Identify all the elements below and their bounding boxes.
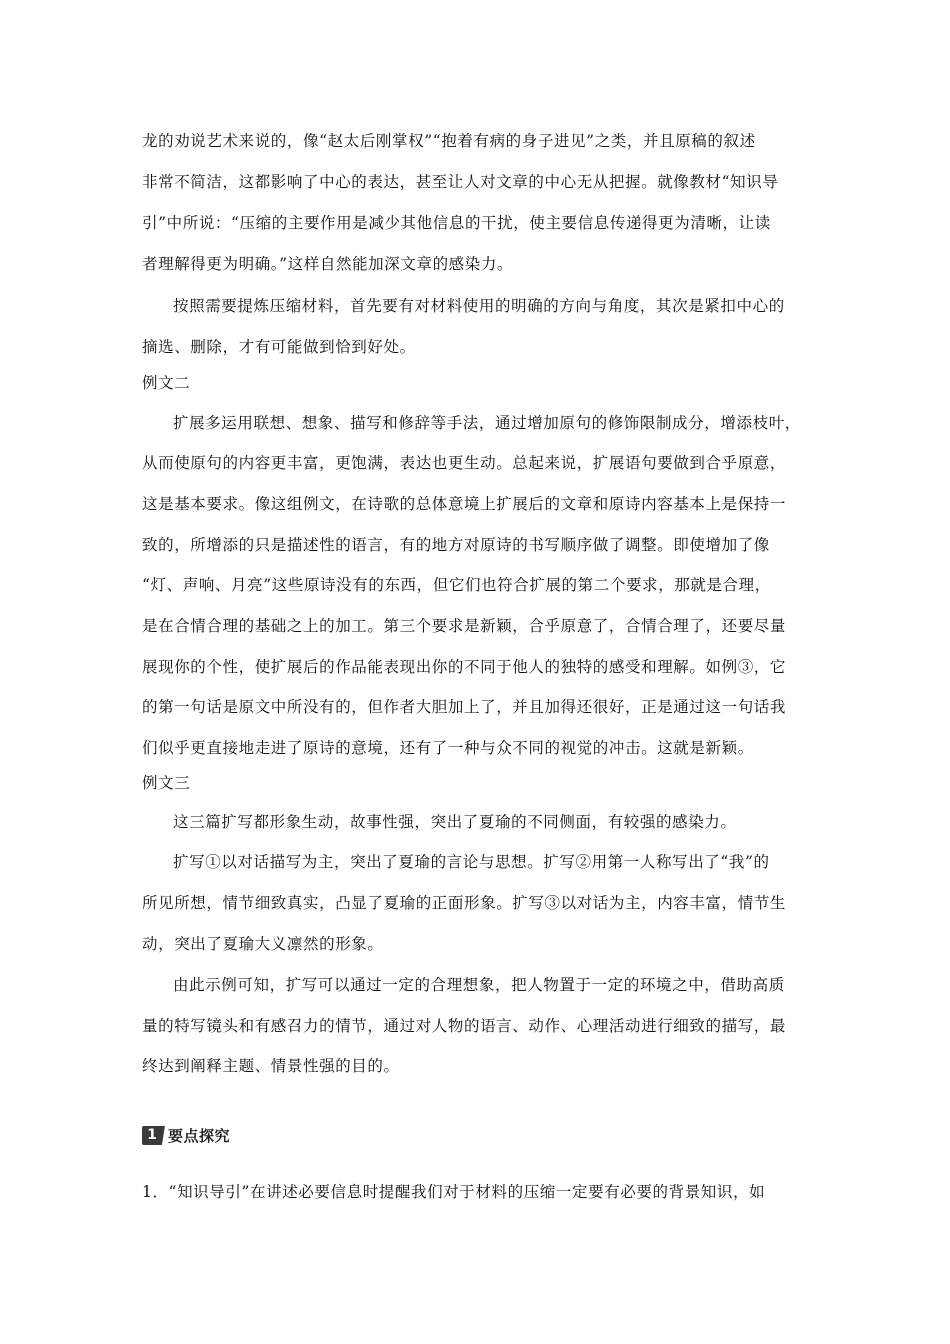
- section-number-badge: 1: [142, 1126, 162, 1145]
- paragraph-line: 致的，所增添的只是描述性的语言，有的地方对原诗的书写顺序做了调整。即使增加了像: [142, 536, 770, 554]
- paragraph-line: 量的特写镜头和有感召力的情节，通过对人物的语言、动作、心理活动进行细致的描写，最: [142, 1017, 787, 1035]
- paragraph-line: 非常不简洁，这都影响了中心的表达，甚至让人对文章的中心无从把握。就像教材“知识导: [142, 173, 779, 191]
- paragraph-line: 们似乎更直接地走进了原诗的意境，还有了一种与众不同的视觉的冲击。这就是新颖。: [142, 739, 754, 757]
- paragraph-line: 者理解得更为明确。”这样自然能加深文章的感染力。: [142, 255, 514, 273]
- paragraph-line: 的第一句话是原文中所没有的，但作者大胆加上了，并且加得还很好，正是通过这一句话我: [142, 698, 787, 716]
- paragraph-line: 这三篇扩写都形象生动，故事性强，突出了夏瑜的不同侧面，有较强的感染力。: [173, 813, 737, 831]
- paragraph-line: 这是基本要求。像这组例文，在诗歌的总体意境上扩展后的文章和原诗内容基本上是保持一: [142, 495, 787, 513]
- paragraph-line: 由此示例可知，扩写可以通过一定的合理想象，把人物置于一定的环境之中，借助高质: [173, 976, 785, 994]
- paragraph-line: 动，突出了夏瑜大义凛然的形象。: [142, 935, 384, 953]
- paragraph-line: 龙的劝说艺术来说的，像“赵太后刚掌权”“抱着有病的身子进见”之类，并且原稿的叙述: [142, 132, 756, 150]
- section-title: 要点探究: [168, 1126, 231, 1145]
- paragraph-line: “灯、声响、月亮”这些原诗没有的东西，但它们也符合扩展的第二个要求，那就是合理，: [142, 576, 771, 594]
- paragraph-line: 扩展多运用联想、想象、描写和修辞等手法，通过增加原句的修饰限制成分，增添枝叶，: [173, 414, 801, 432]
- section-heading: [142, 1125, 230, 1145]
- example-heading: 例文二: [142, 374, 191, 392]
- paragraph-line: 所见所想，情节细致真实，凸显了夏瑜的正面形象。扩写③以对话为主，内容丰富，情节生: [142, 894, 787, 912]
- paragraph-line: 引”中所说：“压缩的主要作用是减少其他信息的干扰，使主要信息传递得更为清晰，让读: [142, 214, 771, 232]
- paragraph-line: 展现你的个性，使扩展后的作品能表现出你的不同于他人的独特的感受和理解。如例③，它: [142, 658, 787, 676]
- paragraph-line: 是在合情合理的基础之上的加工。第三个要求是新颖，合乎原意了，合情合理了，还要尽量: [142, 617, 787, 635]
- paragraph-line: 扩写①以对话描写为主，突出了夏瑜的言论与思想。扩写②用第一人称写出了“我”的: [173, 853, 770, 871]
- paragraph-line: 摘选、删除，才有可能做到恰到好处。: [142, 338, 416, 356]
- paragraph-line: 按照需要提炼压缩材料，首先要有对材料使用的明确的方向与角度，其次是紧扣中心的: [173, 297, 785, 315]
- paragraph-line: 从而使原句的内容更丰富，更饱满，表达也更生动。总起来说，扩展语句要做到合乎原意，: [142, 454, 787, 472]
- example-heading: 例文三: [142, 774, 191, 792]
- question-line: 1．“知识导引”在讲述必要信息时提醒我们对于材料的压缩一定要有必要的背景知识，如: [142, 1183, 766, 1201]
- paragraph-line: 终达到阐释主题、情景性强的目的。: [142, 1057, 400, 1075]
